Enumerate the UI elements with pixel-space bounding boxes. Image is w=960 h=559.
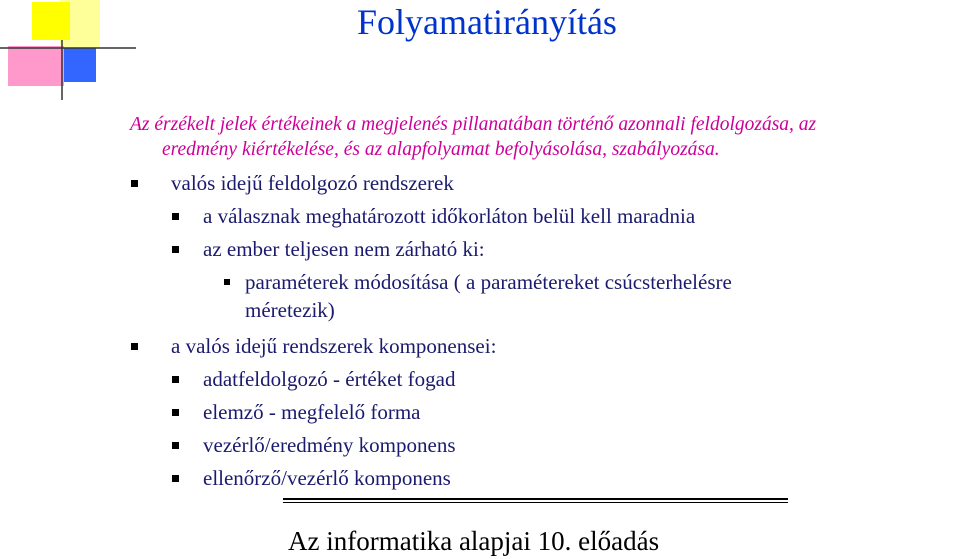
bullet-icon [172,246,179,253]
bullet-icon [224,279,230,285]
list-item [245,269,732,295]
list-item-text: a válasznak meghatározott időkorláton belül kell maradnia [203,204,696,228]
list-item [203,399,420,425]
intro-line-1: Az érzékelt jelek értékeinek a megjelenés pillanatában történő azonnali feldolgozása, az [130,114,817,135]
list-item [171,170,454,196]
bullet-icon [131,180,138,187]
bullet-icon [131,343,138,350]
page-title: Folyamatirányítás [357,2,617,42]
list-item [171,333,496,359]
footer-text: Az informatika alapjai 10. előadás [288,526,660,556]
intro-text [130,112,960,162]
list-item-text: adatfeldolgozó - értéket fogad [203,367,456,391]
bullet-icon [172,409,179,416]
list-item [203,236,485,262]
footer-divider [283,498,788,503]
list-item-text: valós idejű feldolgozó rendszerek [171,171,454,195]
corner-decoration [0,0,140,100]
list-item-text: a valós idejű rendszerek komponensei: [171,334,497,358]
list-item-text: méretezik) [245,298,335,322]
list-item-text: elemző - megfelelő forma [203,400,421,424]
bullet-icon [172,442,179,449]
list-item-text: ellenőrző/vezérlő komponens [203,466,451,490]
list-item [203,203,695,229]
list-item-text: vezérlő/eredmény komponens [203,433,456,457]
list-item-text: paraméterek módosítása ( a paramétereket csúcsterhelésre [245,270,732,294]
intro-line-2: eredmény kiértékelése, és az alapfolyamat befolyásolása, szabályozása. [162,139,720,160]
list-item [203,465,451,491]
bullet-icon [172,213,179,220]
list-item-text: az ember teljesen nem zárható ki: [203,237,485,261]
bullet-icon [172,376,179,383]
bullet-icon [172,475,179,482]
list-item-continuation [245,297,335,323]
list-item [203,366,455,392]
list-item [203,432,456,458]
